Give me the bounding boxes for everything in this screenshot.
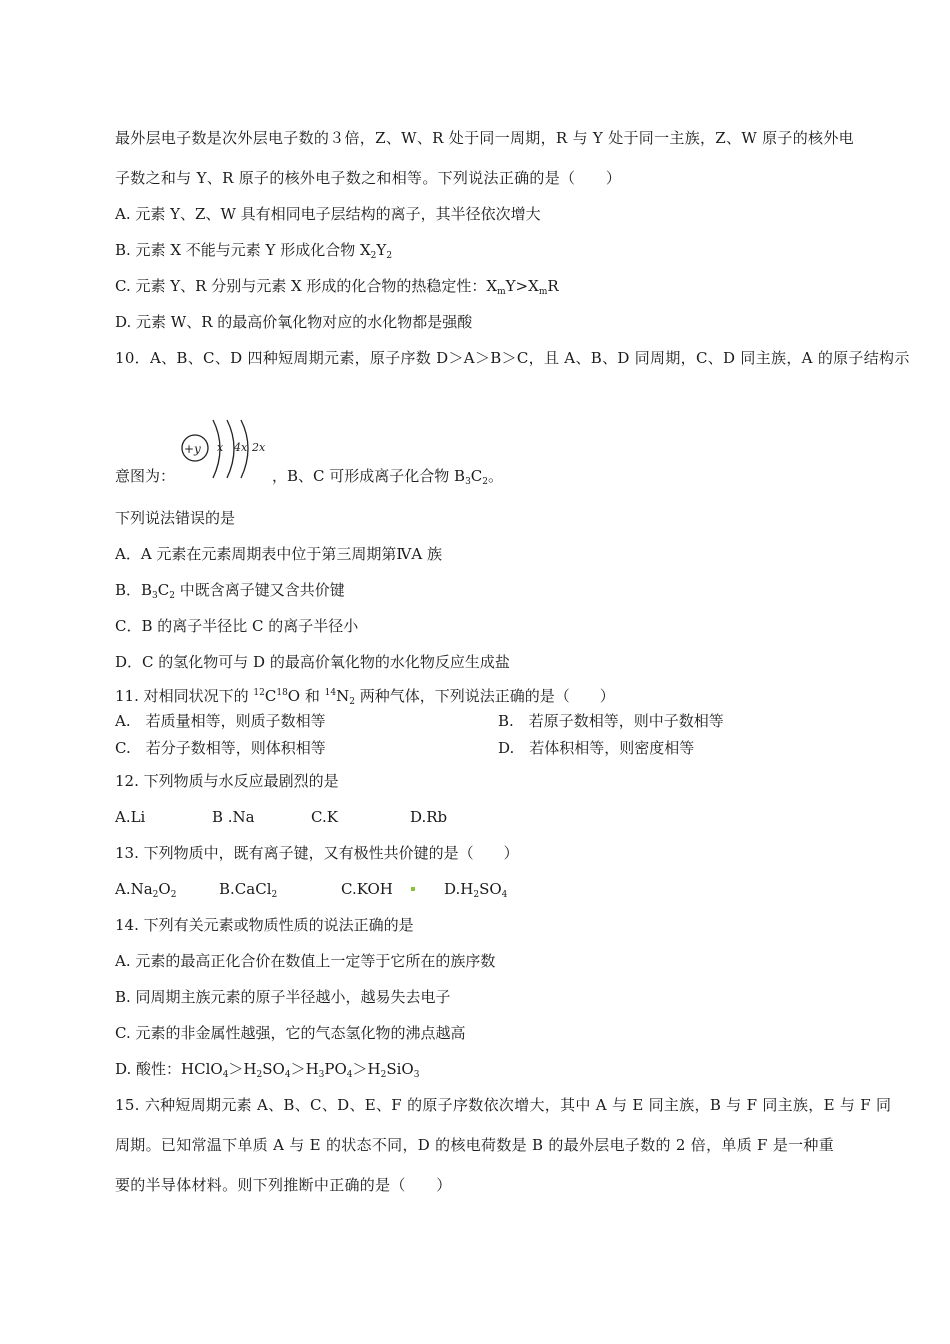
shell-arc-2 xyxy=(227,420,234,478)
q12-stem: 12. 下列物质与水反应最剧烈的是 xyxy=(115,772,339,790)
q14-stem: 14. 下列有关元素或物质性质的说法正确的是 xyxy=(115,916,414,934)
q14-option-b: B. 同周期主族元素的原子半径越小，越易失去电子 xyxy=(115,988,451,1006)
atom-structure-diagram xyxy=(175,412,275,490)
q14-option-a: A. 元素的最高正化合价在数值上一定等于它所在的族序数 xyxy=(115,952,496,970)
q15-stem-line1: 15. 六种短周期元素 A、B、C、D、E、F 的原子序数依次增大，其中 A 与 E 同主族，B 与 F 同主族，E 与 F 同 xyxy=(115,1096,892,1114)
q10-stem-line1: 10．A、B、C、D 四种短周期元素，原子序数 D＞A＞B＞C，且 A、B、D 同周期，C、D 同主族，A 的原子结构示 xyxy=(115,349,910,367)
q15-stem-line2: 周期。已知常温下单质 A 与 E 的状态不同，D 的核电荷数是 B 的最外层电子数的 2 倍，单质 F 是一种重 xyxy=(115,1136,835,1154)
q9-option-c: C. 元素 Y、R 分别与元素 X 形成的化合物的热稳定性：$X_mY>X_mR$ xyxy=(115,277,559,297)
q9-text-line1: 最外层电子数是次外层电子数的３倍，Z、W、R 处于同一周期，R 与 Y 处于同一主族，Z、W 原子的核外电 xyxy=(115,129,854,147)
q10-option-c: C．B 的离子半径比 C 的离子半径小 xyxy=(115,617,359,635)
q11-stem: 11. 对相同状况下的 $^{12}C^{18}O$ 和 $^{14}N_2$ 两种气体，下列说法正确的是（ ） xyxy=(115,687,615,707)
q14-option-c: C. 元素的非金属性越强，它的气态氢化物的沸点越高 xyxy=(115,1024,466,1042)
q12-option-c: C.K xyxy=(311,808,338,826)
q11-option-d: D. 若体积相等，则密度相等 xyxy=(498,739,695,757)
q11-option-b: B. 若原子数相等，则中子数相等 xyxy=(498,712,724,730)
nucleus-label: +y xyxy=(184,442,201,456)
stray-dot-mark xyxy=(411,887,415,891)
q13-option-d: $D.H_2SO_4$ xyxy=(444,880,508,900)
shell-label-2: 4x xyxy=(234,441,248,454)
q11-option-c: C. 若分子数相等，则体积相等 xyxy=(115,739,326,757)
shell-label-1: x xyxy=(217,441,224,454)
q12-option-a: A.Li xyxy=(115,808,146,826)
q12-option-d: D.Rb xyxy=(410,808,448,826)
q9-option-a: A. 元素 Y、Z、W 具有相同电子层结构的离子，其半径依次增大 xyxy=(115,205,541,223)
q14-option-d: D. 酸性：$HClO_4>H_2SO_4>H_3PO_4>H_2SiO_3$ xyxy=(115,1060,420,1080)
q9-option-b: B. 元素 X 不能与元素 Y 形成化合物 $X_2Y_2$ xyxy=(115,241,393,261)
q10-option-a: A．A 元素在元素周期表中位于第三周期第ⅣA 族 xyxy=(115,545,443,563)
q10-diagram-prefix: 意图为： xyxy=(115,467,176,485)
shell-label-3: 2x xyxy=(252,441,266,454)
q13-stem: 13. 下列物质中，既有离子键，又有极性共价键的是（ ） xyxy=(115,844,519,862)
q13-option-a: $A.Na_2O_2$ xyxy=(115,880,177,900)
q13-option-c: C.KOH xyxy=(341,880,393,898)
q9-option-d: D. 元素 W、R 的最高价氧化物对应的水化物都是强酸 xyxy=(115,313,473,331)
q10-option-b: B．$B_3C_2$ 中既含离子键又含共价键 xyxy=(115,581,345,601)
q10-stem-question: 下列说法错误的是 xyxy=(115,509,236,527)
q11-option-a: A. 若质量相等，则质子数相等 xyxy=(115,712,326,730)
q10-option-d: D．C 的氢化物可与 D 的最高价氧化物的水化物反应生成盐 xyxy=(115,653,510,671)
q9-text-line2: 子数之和与 Y、R 原子的核外电子数之和相等。下列说法正确的是（ ） xyxy=(115,169,622,187)
q15-stem-line3: 要的半导体材料。则下列推断中正确的是（ ） xyxy=(115,1176,452,1194)
q12-option-b: B .Na xyxy=(212,808,255,826)
q13-option-b: B.CaCl$_2$ xyxy=(219,880,278,900)
q10-diagram-suffix: ，B、C 可形成离子化合物 $B_3C_2$。 xyxy=(272,467,504,487)
